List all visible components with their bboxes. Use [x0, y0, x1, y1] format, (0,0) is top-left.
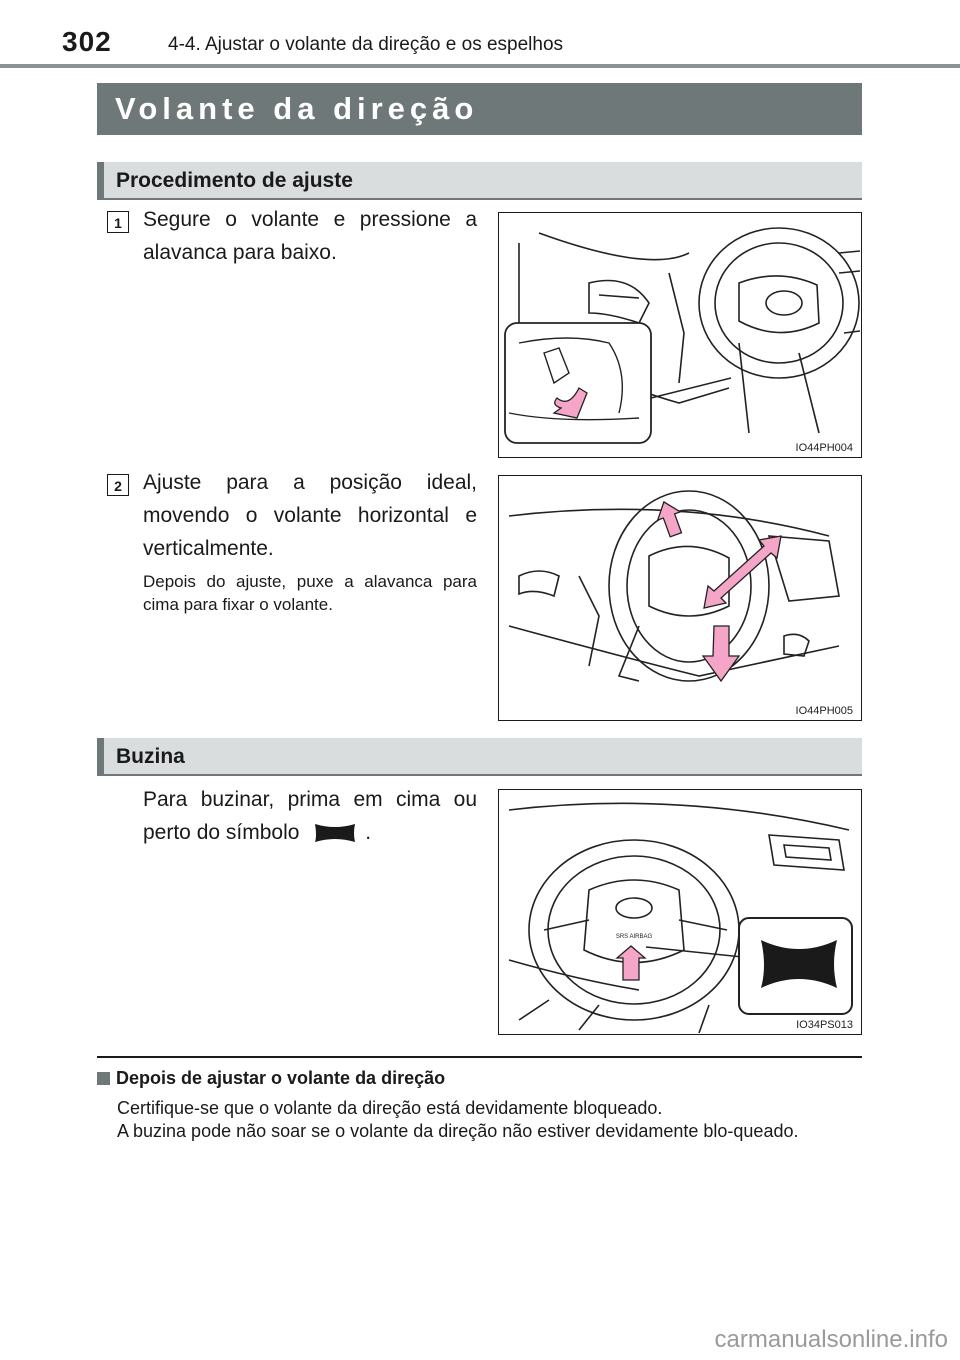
adjustment-section-header: Procedimento de ajuste	[97, 162, 862, 200]
step-2-note: Depois do ajuste, puxe a alavanca para cima para fixar o volante.	[143, 572, 477, 614]
info-heading-text: Depois de ajustar o volante da direção	[116, 1068, 446, 1088]
step-2-text: Ajuste para a posição ideal, movendo o volante horizontal e verticalmente.	[143, 471, 477, 560]
section-rule	[97, 1056, 862, 1058]
info-heading	[97, 1068, 445, 1089]
figure-code-2: IO44PH005	[795, 705, 853, 717]
figure-code-1: IO44PH004	[795, 442, 853, 454]
steering-lever-illustration	[499, 213, 860, 456]
running-head: 4-4. Ajustar o volante da direção e os espelhos	[168, 34, 564, 55]
step-2-badge: 2	[107, 474, 129, 496]
header-rule	[0, 64, 960, 68]
page-number: 302	[62, 26, 112, 57]
main-title: Volante da direção	[97, 83, 862, 135]
step-1-text: Segure o volante e pressione a alavanca para baixo.	[143, 208, 477, 264]
horn-section-header: Buzina	[97, 738, 862, 776]
info-line-1: Certifique-se que o volante da direção está devidamente bloqueado.	[117, 1098, 663, 1118]
info-line-2: A buzina pode não soar se o volante da direção não estiver devidamente blo-queado.	[117, 1121, 799, 1141]
horn-pad-illustration	[499, 790, 860, 1033]
watermark: carmanualsonline.info	[714, 1326, 948, 1353]
horn-text	[143, 783, 477, 849]
square-bullet-icon	[97, 1072, 110, 1085]
step-2-figure	[498, 475, 862, 721]
horn-text-after: .	[365, 821, 372, 844]
horn-text-before: Para buzinar, prima em cima ou perto do símbolo	[143, 788, 477, 844]
horn-icon	[309, 820, 361, 846]
horn-figure	[498, 789, 862, 1035]
step-1-figure	[498, 212, 862, 458]
step-1-badge: 1	[107, 211, 129, 233]
steering-tilt-telescopic-illustration	[499, 476, 860, 719]
airbag-label: SRS AIRBAG	[615, 934, 653, 940]
figure-code-3: IO34PS013	[796, 1019, 853, 1031]
